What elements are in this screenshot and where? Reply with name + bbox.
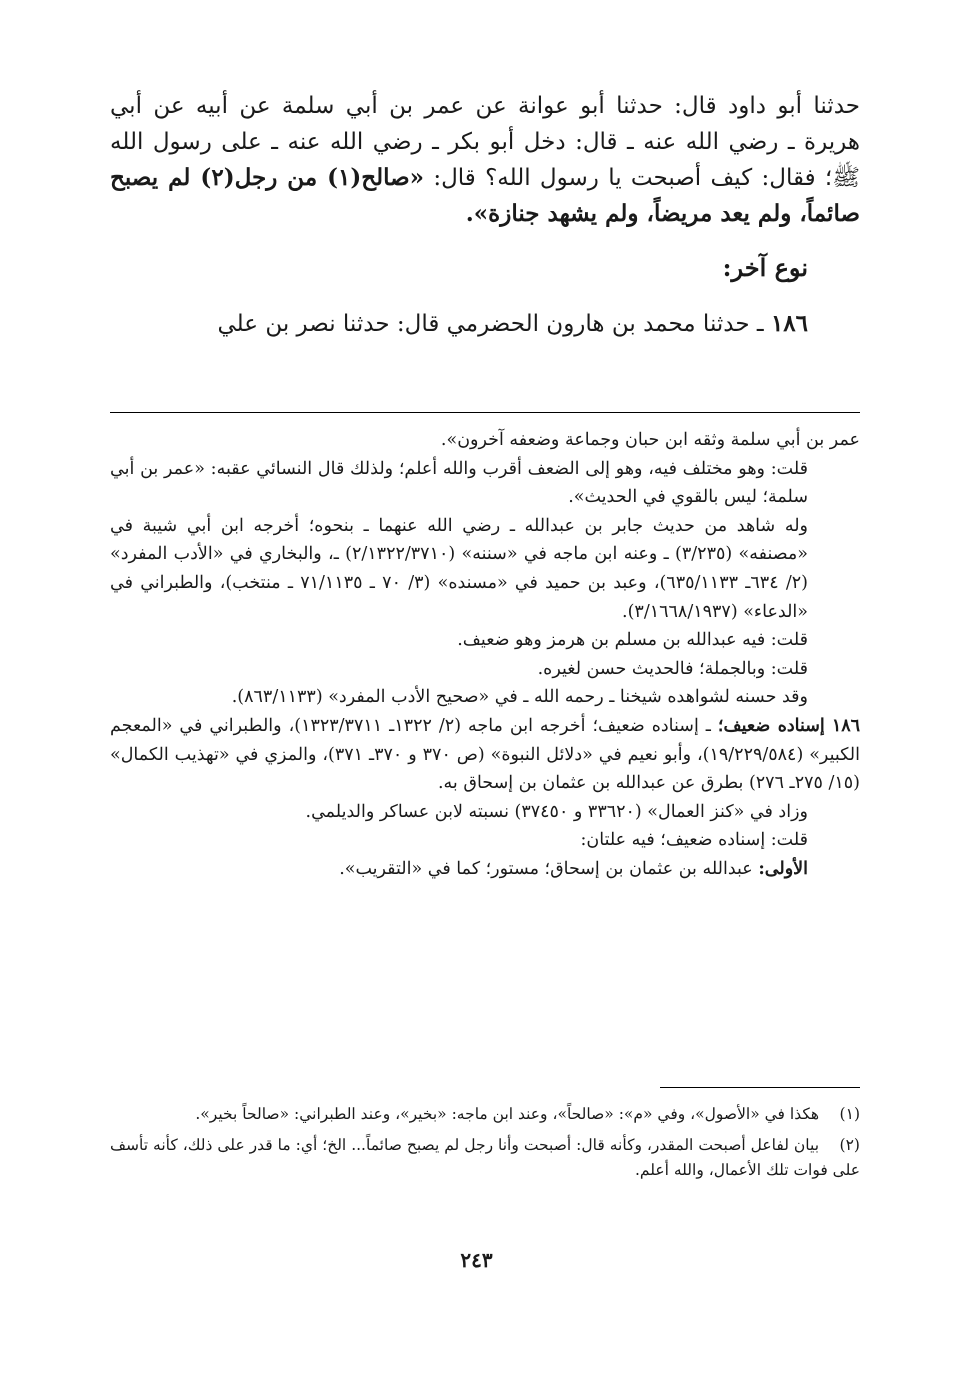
note-line: قلت: فيه عبدالله بن مسلم بن هرمز وهو ضعيف. <box>457 630 808 651</box>
notes-section <box>110 426 860 884</box>
footnote-text: بيان لفاعل أصبحت المقدر، وكأنه قال: أصبحت وأنا رجل لم يصبح صائماً... الخ؛ أي: ما قدر على ذلك، كأنه تأسف على فوات تلك الأعمال، والله أعلم. <box>110 1136 860 1179</box>
note-line: وزاد في «كنز العمال» (٣٣٦٢٠ و ٣٧٤٥٠) نسبته لابن عساكر والديلمي. <box>305 801 808 822</box>
note-line: قلت: وبالجملة؛ فالحديث حسن لغيره. <box>537 658 808 679</box>
footnote-divider <box>660 1087 860 1088</box>
note-line: قلت: وهو مختلف فيه، وهو إلى الضعف أقرب والله أعلم؛ ولذلك قال النسائي عقبه: «عمر بن أبي سلمة؛ ليس بالقوي في الحديث». <box>110 458 808 508</box>
footnote-1 <box>110 1102 860 1127</box>
note-186 <box>110 712 860 798</box>
note-first-illa <box>110 855 860 884</box>
main-text <box>110 88 860 342</box>
hadith-text: حدثنا أبو داود قال: حدثنا أبو عوانة عن عمر بن أبي سلمة عن أبيه عن أبي هريرة ـ رضي الله عنه ـ قال: دخل أبو بكر ـ رضي الله عنه ـ على رسول الله ﷺ؛ فقال: كيف أصبحت يا رسول الله؟ قال: <box>110 93 860 191</box>
hadith-186-text: ـ حدثنا محمد بن هارون الحضرمي قال: حدثنا نصر بن علي <box>217 311 764 337</box>
note-line: عمر بن أبي سلمة وثقه ابن حبان وجماعة وضعفه آخرون». <box>440 430 860 450</box>
hadith-matn: «صالح(١) من رجل(٢) لم يصبح صائماً، ولم يعد مريضاً، ولم يشهد جنازة». <box>110 164 860 227</box>
note-line: قلت: إسناده ضعيف؛ فيه علتان: <box>580 830 808 851</box>
note-186-text: ـ إسناده ضعيف؛ أخرجه ابن ماجه (٢/ ١٣٢٢ـ ١٣٢٣/٣٧١١)، والطبراني في «المعجم الكبير» (١٩/٢٢٩/٥٨٤)، وأبو نعيم في «دلائل النبوة» (ص ٣٧٠ و ٣٧٠ـ ٣٧١)، والمزي في «تهذيب الكمال» (١٥/ ٢٧٥ـ ٢٧٦) بطرق عن عبدالله بن عثمان بن إسحاق به. <box>110 715 861 794</box>
footnote-number: (١) <box>839 1105 860 1123</box>
notes-divider <box>110 412 860 413</box>
note-186-lead: إسناده ضعيف؛ <box>717 715 825 736</box>
hadith-number: ١٨٦ <box>770 310 808 337</box>
section-heading: نوع آخر: <box>722 253 808 282</box>
footnote-2 <box>110 1133 860 1183</box>
footnotes <box>110 1102 860 1183</box>
note-first-text: عبدالله بن عثمان بن إسحاق؛ مستور؛ كما في «التقريب». <box>339 858 753 879</box>
note-186-number: ١٨٦ <box>831 715 861 736</box>
note-first-label: الأولى: <box>758 858 808 879</box>
footnote-text: هكذا في «الأصول»، وفي «م»: «صالحاً»، وعند ابن ماجه: «بخير»، وعند الطبراني: «صالحاً بخير». <box>195 1105 820 1123</box>
hadith-186 <box>110 306 860 342</box>
hadith-paragraph <box>110 88 860 232</box>
page-number: ٢٤٣ <box>460 1248 493 1272</box>
note-line: وقد حسنه لشواهده شيخنا ـ رحمه الله ـ في «صحيح الأدب المفرد» (٨٦٣/١١٣٣). <box>231 687 808 708</box>
note-line: وله شاهد من حديث جابر بن عبدالله ـ رضي الله عنهما ـ بنحوه؛ أخرجه ابن أبي شيبة في «مصنفه» (٣/٢٣٥) ـ وعنه ابن ماجه في «سننه» (٢/١٣٢٢/٣٧١٠) ـ، والبخاري في «الأدب المفرد» (٢/ ٦٣٤ـ ٦٣٥/١١٣٣)، وعبد بن حميد في «مسنده» (٣/ ٧٠ ـ ٧١/١١٣٥ ـ منتخب)، والطبراني في «الدعاء» (٣/١٦٦٨/١٩٣٧). <box>110 515 808 622</box>
footnote-number: (٢) <box>839 1136 860 1154</box>
